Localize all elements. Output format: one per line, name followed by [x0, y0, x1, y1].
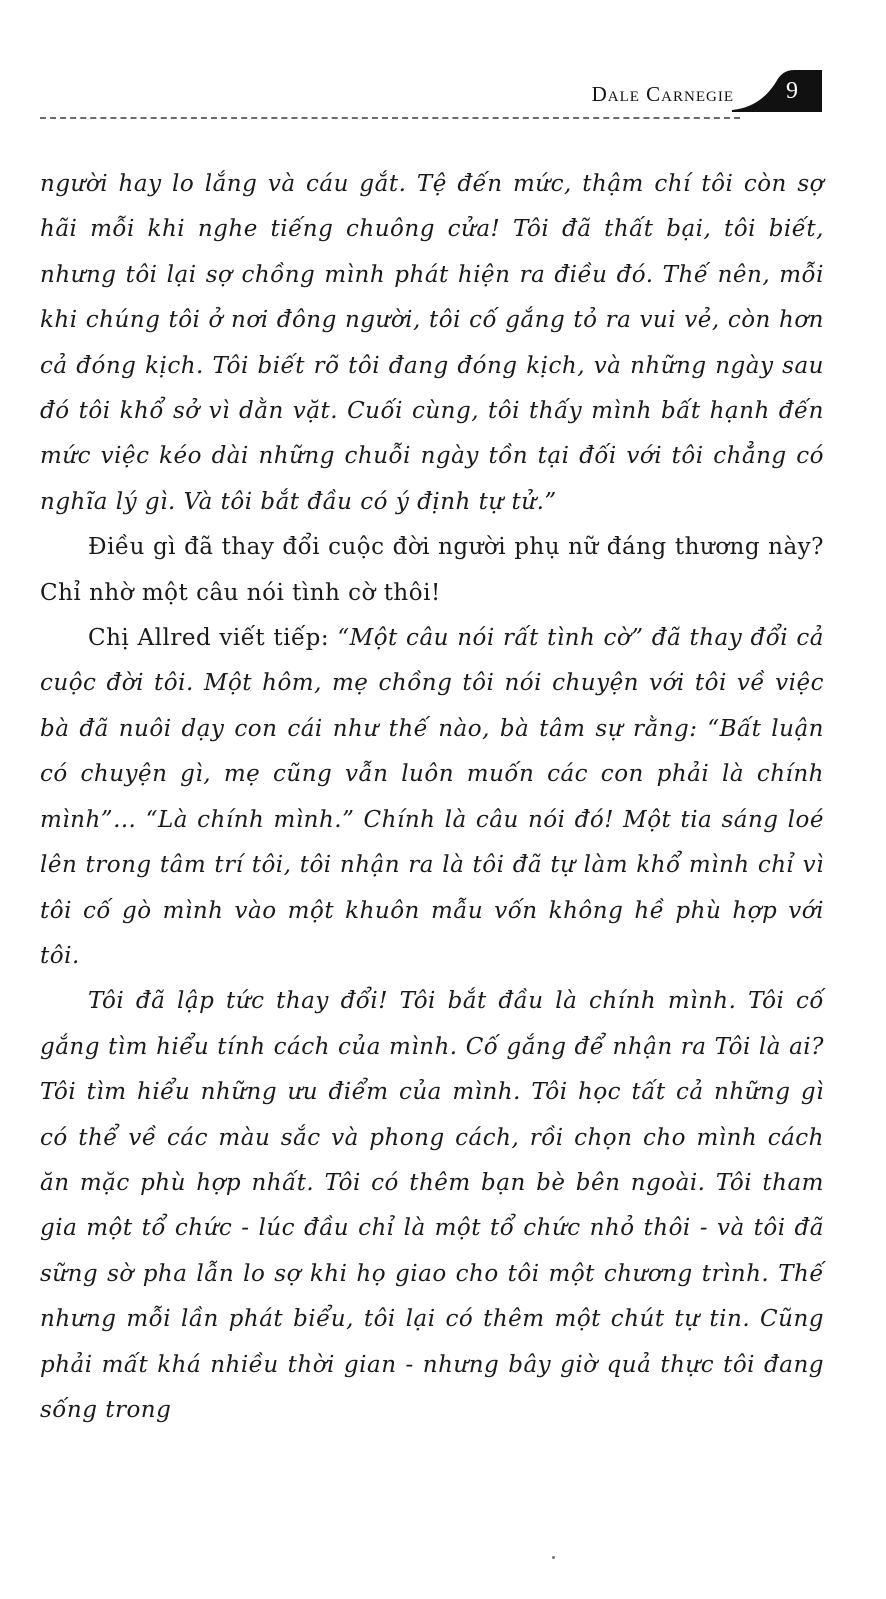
running-header: [0, 0, 886, 120]
page-tab-shape: [732, 68, 822, 112]
paragraph-3: [40, 616, 824, 979]
paragraph-3-intro: Chị Allred viết tiếp:: [88, 625, 338, 652]
paragraph-4: Tôi đã lập tức thay đổi! Tôi bắt đầu là chính mình. Tôi cố gắng tìm hiểu tính cách của mình. Cố gắng để nhận ra Tôi là ai? Tôi tìm hiểu những ưu điểm của mình. Tôi học tất cả những gì có thể về các màu sắc và phong cách, rồi chọn cho mình cách ăn mặc phù hợp nhất. Tôi có thêm bạn bè bên ngoài. Tôi tham gia một tổ chức - lúc đầu chỉ là một tổ chức nhỏ thôi - và tôi đã sững sờ pha lẫn lo sợ khi họ giao cho tôi một chương trình. Thế nhưng mỗi lần phát biểu, tôi lại có thêm một chút tự tin. Cũng phải mất khá nhiều thời gian - nhưng bây giờ quả thực tôi đang sống trong: [40, 988, 824, 1423]
scan-speck: [552, 1556, 555, 1559]
paragraph-2: Điều gì đã thay đổi cuộc đời người phụ nữ đáng thương này? Chỉ nhờ một câu nói tình cờ thôi!: [40, 534, 824, 606]
page-body: [40, 162, 824, 1433]
page-number-tab: [732, 68, 822, 112]
page-number: 9: [786, 78, 798, 104]
paragraph-3-quote: “Một câu nói rất tình cờ” đã thay đổi cả cuộc đời tôi. Một hôm, mẹ chồng tôi nói chuyện với tôi về việc bà đã nuôi dạy con cái như thế nào, bà tâm sự rằng: “Bất luận có chuyện gì, mẹ cũng vẫn luôn muốn các con phải là chính mình”… “Là chính mình.” Chính là câu nói đó! Một tia sáng loé lên trong tâm trí tôi, tôi nhận ra là tôi đã tự làm khổ mình chỉ vì tôi cố gò mình vào một khuôn mẫu vốn không hề phù hợp với tôi.: [40, 625, 824, 969]
header-divider: [40, 117, 740, 119]
paragraph-1: người hay lo lắng và cáu gắt. Tệ đến mức, thậm chí tôi còn sợ hãi mỗi khi nghe tiếng chuông cửa! Tôi đã thất bại, tôi biết, nhưng tôi lại sợ chồng mình phát hiện ra điều đó. Thế nên, mỗi khi chúng tôi ở nơi đông người, tôi cố gắng tỏ ra vui vẻ, còn hơn cả đóng kịch. Tôi biết rõ tôi đang đóng kịch, và những ngày sau đó tôi khổ sở vì dằn vặt. Cuối cùng, tôi thấy mình bất hạnh đến mức việc kéo dài những chuỗi ngày tồn tại đối với tôi chẳng có nghĩa lý gì. Và tôi bắt đầu có ý định tự tử.”: [40, 171, 824, 515]
running-header-author: Dale Carnegie: [591, 82, 734, 106]
